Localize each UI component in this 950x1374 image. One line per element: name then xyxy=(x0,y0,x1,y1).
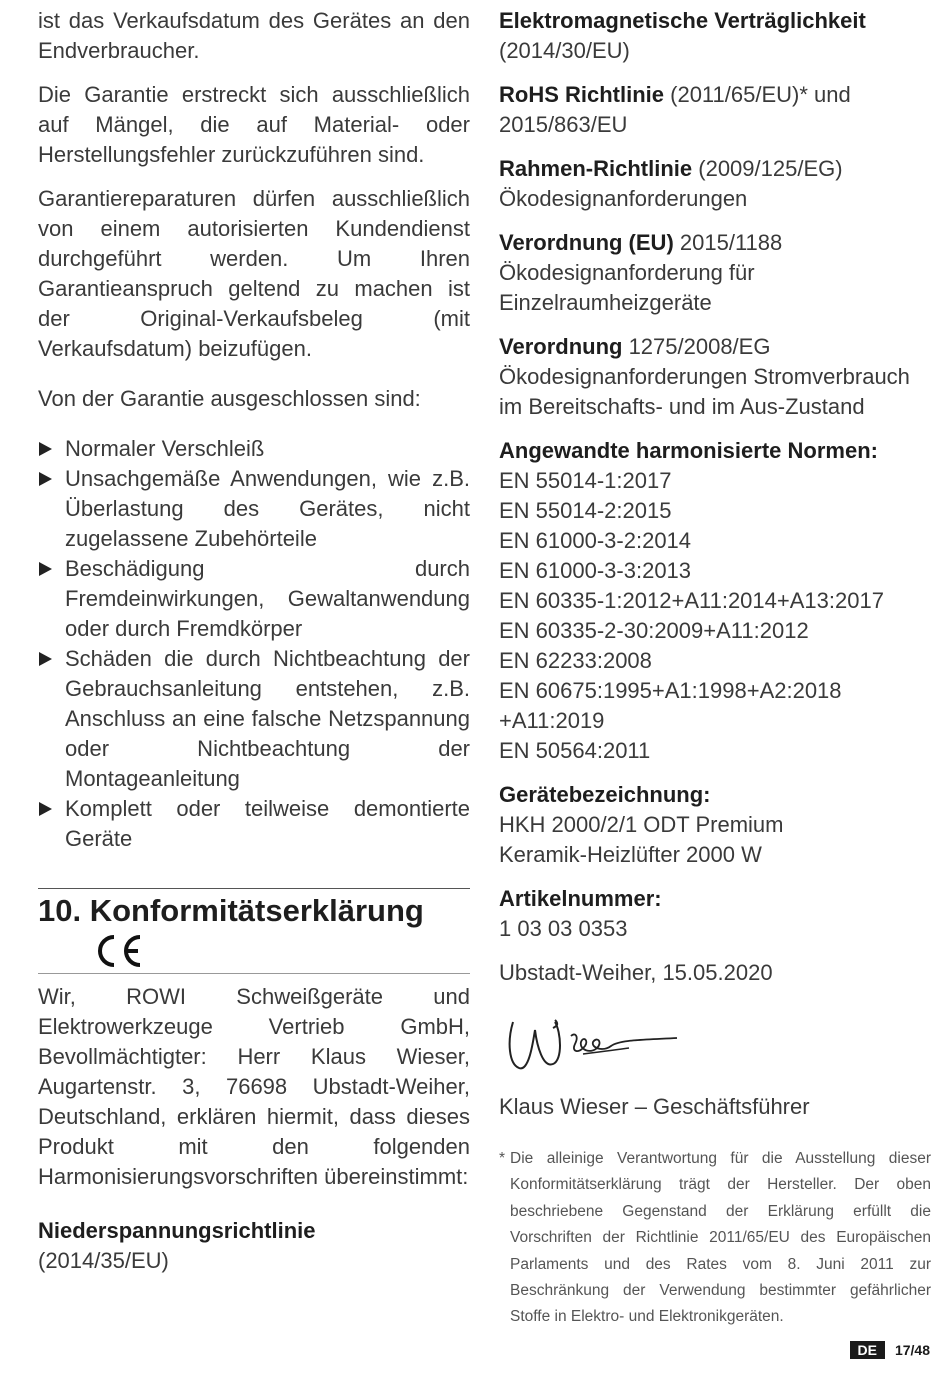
list-item: EN 60675:1995+A1:1998+A2:2018 xyxy=(499,678,842,703)
section-title: 10. Konformitätserklärung xyxy=(38,893,424,928)
emc-title: Elektromagnetische Verträglichkeit xyxy=(499,8,866,33)
footnote-text: Die alleinige Verantwortung für die Ausstellung dieser Konformitätserklärung trägt der Hersteller. Der oben beschriebene Gegenstand der Erklärung erfüllt die Vorschriften der Richtlinie 2011/65/EU des Europäischen Parlaments und des Rates vom 8. Juni 2011 zur Beschränkung der Verwendung bestimmter gefährlicher Stoffe in Elektro- und Elektronikgeräten. xyxy=(510,1150,931,1326)
section-divider-bottom xyxy=(38,973,470,974)
norms-list xyxy=(499,466,931,766)
declaration-paragraph: Wir, ROWI Schweißgeräte und Elektrowerkzeuge Vertrieb GmbH, Bevollmächtigter: Herr Klaus Wieser, Augartenstr. 3, 76698 Ubstadt-Weiher, Deutschland, erklären hiermit, dass dieses Produkt mit den folgenden Harmonisierungsvorschriften übereinstimmt: xyxy=(38,984,470,1189)
lvd-reference: (2014/35/EU) xyxy=(38,1248,169,1273)
list-item: Beschädigung durch Fremdeinwirkungen, Gewaltanwendung oder durch Fremdkörper xyxy=(38,554,470,644)
norms-title: Angewandte harmonisierte Normen: xyxy=(499,438,878,463)
list-item: EN 50564:2011 xyxy=(499,738,651,763)
language-badge: DE xyxy=(850,1341,885,1359)
list-item: EN 61000-3-3:2013 xyxy=(499,558,692,583)
lvd-title: Niederspannungsrichtlinie xyxy=(38,1218,316,1243)
section-divider-top xyxy=(38,888,470,889)
left-column xyxy=(38,6,470,1276)
footnote xyxy=(499,1146,931,1331)
list-item: EN 60335-1:2012+A11:2014+A13:2017 xyxy=(499,588,884,613)
warranty-repair-paragraph: Garantiereparaturen dürfen ausschließlich von einem autorisierten Kundendienst durchgeführt werden. Um Ihren Garantieanspruch geltend zu machen ist der Original-Verkaufsbeleg (mit Verkaufsdatum) beizufügen. xyxy=(38,186,470,361)
device-model: HKH 2000/2/1 ODT Premium xyxy=(499,812,784,837)
page-footer xyxy=(850,1341,931,1359)
frame-directive: Rahmen-Richtlinie (2009/125/EG) Ökodesignanforderungen xyxy=(499,156,843,211)
place-date: Ubstadt-Weiher, 15.05.2020 xyxy=(499,960,773,985)
list-item: Komplett oder teilweise demontierte Geräte xyxy=(38,794,470,854)
triangle-bullet-icon xyxy=(39,442,52,456)
triangle-bullet-icon xyxy=(39,802,52,816)
ce-mark-icon xyxy=(94,931,470,971)
list-item: Unsachgemäße Anwendungen, wie z.B. Überlastung des Gerätes, nicht zugelassene Zubehörteile xyxy=(38,464,470,554)
triangle-bullet-icon xyxy=(39,562,52,576)
list-item: Schäden die durch Nichtbeachtung der Gebrauchsanleitung entstehen, z.B. Anschluss an eine falsche Netzspannung oder Nichtbeachtung der Montageanleitung xyxy=(38,644,470,794)
warranty-start-paragraph: ist das Verkaufsdatum des Gerätes an den Endverbraucher. xyxy=(38,8,470,63)
triangle-bullet-icon xyxy=(39,652,52,666)
list-item: +A11:2019 xyxy=(499,708,605,733)
article-number: 1 03 03 0353 xyxy=(499,916,628,941)
exclusions-intro: Von der Garantie ausgeschlossen sind: xyxy=(38,386,421,411)
device-description: Keramik-Heizlüfter 2000 W xyxy=(499,842,762,867)
signature-image xyxy=(499,1002,931,1082)
warranty-scope-paragraph: Die Garantie erstreckt sich ausschließlich auf Mängel, die auf Material- oder Herstellungsfehler zurückzuführen sind. xyxy=(38,82,470,167)
exclusions-list xyxy=(38,434,470,854)
footnote-marker: * xyxy=(499,1150,506,1167)
triangle-bullet-icon xyxy=(39,472,52,486)
list-item: EN 55014-1:2017 xyxy=(499,468,672,493)
list-item: EN 61000-3-2:2014 xyxy=(499,528,692,553)
rohs-directive: RoHS Richtlinie (2011/65/EU)* und 2015/863/EU xyxy=(499,82,851,137)
signatory: Klaus Wieser – Geschäftsführer xyxy=(499,1094,810,1119)
emc-reference: (2014/30/EU) xyxy=(499,38,630,63)
list-item: Normaler Verschleiß xyxy=(38,434,470,464)
list-item: EN 55014-2:2015 xyxy=(499,498,672,523)
list-item: EN 62233:2008 xyxy=(499,648,652,673)
device-title: Gerätebezeichnung: xyxy=(499,782,711,807)
page-number: 17/48 xyxy=(894,1342,930,1358)
right-column xyxy=(499,6,931,1331)
regulation-1275-2008: Verordnung 1275/2008/EG Ökodesignanforderungen Stromverbrauch im Bereitschafts- und im Aus-Zustand xyxy=(499,334,910,419)
article-title: Artikelnummer: xyxy=(499,886,662,911)
list-item: EN 60335-2-30:2009+A11:2012 xyxy=(499,618,809,643)
regulation-eu-2015-1188: Verordnung (EU) 2015/1188 Ökodesignanforderung für Einzelraumheizgeräte xyxy=(499,230,783,315)
